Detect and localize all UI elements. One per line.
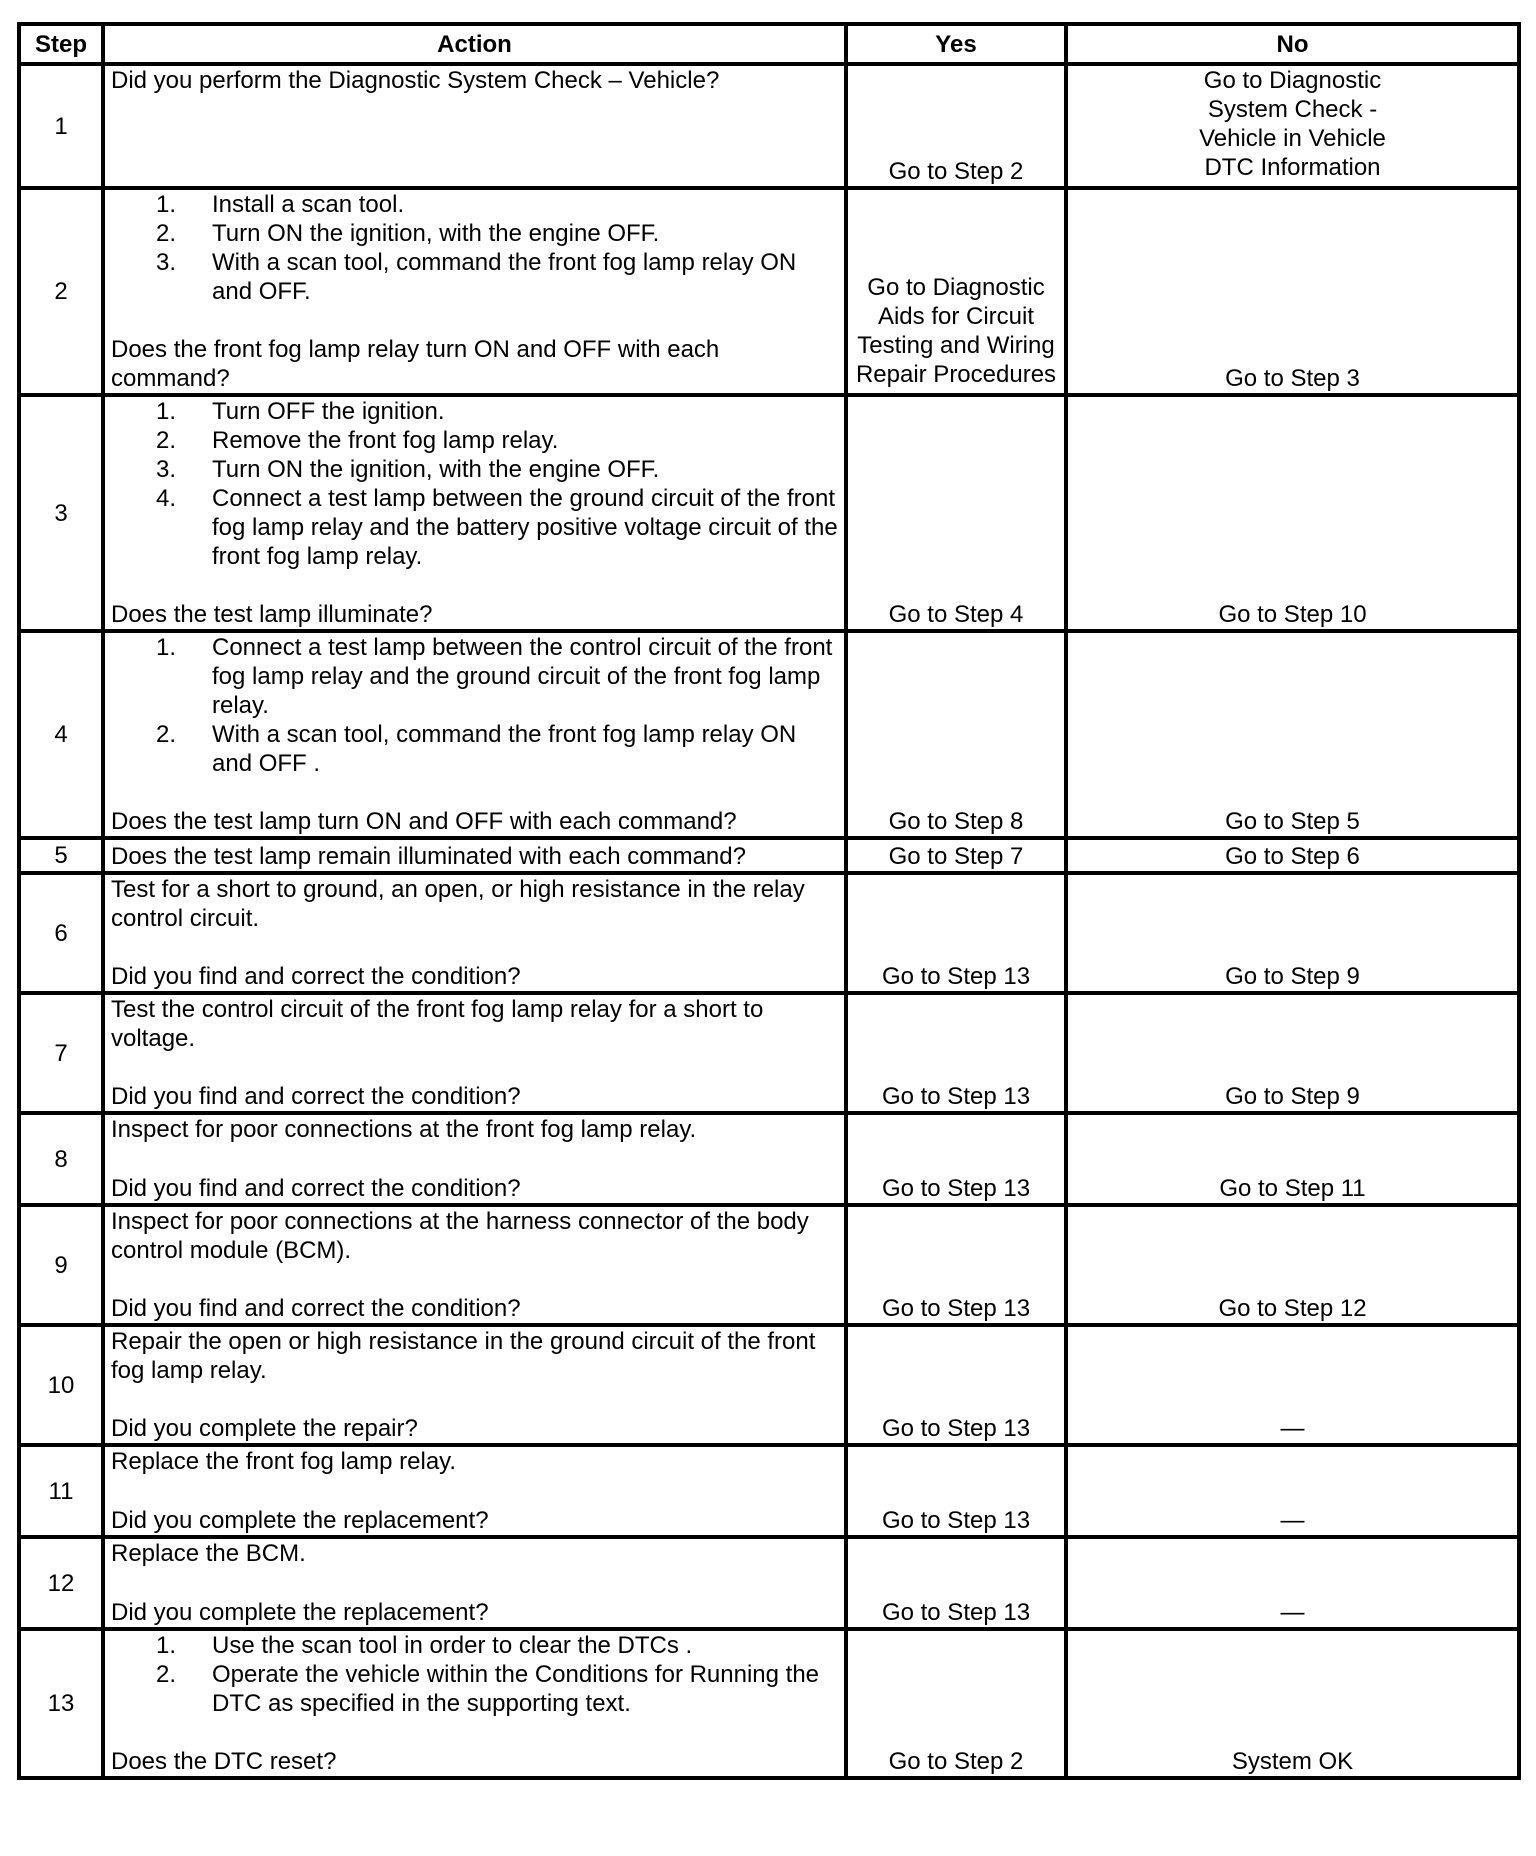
list-item-number: 1. — [156, 634, 177, 661]
yes-result: Go to Step 13 — [846, 1325, 1066, 1445]
list-item-number: 1. — [156, 398, 177, 425]
no-result: — — [1066, 1325, 1519, 1445]
action-content — [111, 1539, 838, 1627]
action-cell — [103, 1629, 846, 1778]
action-question: Did you complete the replacement? — [111, 1599, 489, 1626]
no-result: Go to Step 9 — [1066, 993, 1519, 1113]
list-item — [156, 397, 838, 426]
action-cell — [103, 838, 846, 873]
action-cell — [103, 64, 846, 188]
action-cell — [103, 1113, 846, 1205]
action-content — [111, 633, 838, 836]
table-row — [19, 1205, 1519, 1325]
action-cell — [103, 1537, 846, 1629]
step-number: 9 — [19, 1205, 103, 1325]
action-instructions — [111, 1631, 838, 1718]
action-question: Does the test lamp turn ON and OFF with each command? — [111, 808, 737, 835]
header-row — [19, 24, 1519, 64]
action-lead-text: Inspect for poor connections at the harness connector of the body control module (BCM). — [111, 1208, 809, 1264]
list-item — [156, 484, 838, 571]
list-item-text: Connect a test lamp between the ground circuit of the front fog lamp relay and the battery positive voltage circuit of the front fog lamp relay. — [212, 485, 838, 570]
action-question: Did you complete the replacement? — [111, 1507, 489, 1534]
action-cell — [103, 873, 846, 993]
list-item-number: 2. — [156, 721, 177, 748]
list-item-number: 2. — [156, 1661, 177, 1688]
action-question: Did you find and correct the condition? — [111, 1295, 521, 1322]
list-item-text: Turn ON the ignition, with the engine OFF. — [212, 220, 660, 247]
action-lead-text: Replace the front fog lamp relay. — [111, 1448, 457, 1475]
table-row — [19, 1445, 1519, 1537]
list-item — [156, 720, 838, 778]
action-content — [111, 840, 838, 871]
action-content — [111, 1115, 838, 1203]
step-number: 13 — [19, 1629, 103, 1778]
list-item-text: Connect a test lamp between the control circuit of the front fog lamp relay and the ground circuit of the front fog lamp relay. — [212, 634, 833, 719]
action-instructions — [111, 1447, 838, 1476]
step-number: 1 — [19, 64, 103, 188]
action-content — [111, 1207, 838, 1323]
yes-result: Go to Step 7 — [846, 838, 1066, 873]
spacer — [111, 1568, 838, 1598]
list-item — [156, 190, 838, 219]
action-cell — [103, 1325, 846, 1445]
action-instructions — [111, 995, 838, 1053]
no-result: Go to Step 3 — [1066, 188, 1519, 395]
action-instructions — [111, 190, 838, 306]
spacer — [111, 306, 838, 335]
action-question: Does the DTC reset? — [111, 1748, 337, 1775]
action-steps-list — [111, 633, 838, 778]
action-question: Does the test lamp illuminate? — [111, 601, 433, 628]
step-number: 3 — [19, 395, 103, 631]
action-content — [111, 397, 838, 629]
table-row — [19, 838, 1519, 873]
no-result: Go to Step 11 — [1066, 1113, 1519, 1205]
step-number: 12 — [19, 1537, 103, 1629]
yes-result: Go to Step 13 — [846, 1537, 1066, 1629]
step-number: 6 — [19, 873, 103, 993]
yes-result: Go to Step 4 — [846, 395, 1066, 631]
action-content — [111, 1447, 838, 1535]
action-lead-text: Inspect for poor connections at the front fog lamp relay. — [111, 1116, 697, 1143]
action-cell — [103, 631, 846, 838]
spacer — [111, 1265, 838, 1294]
action-instructions — [111, 1539, 838, 1568]
action-steps-list — [111, 397, 838, 571]
step-number: 11 — [19, 1445, 103, 1537]
action-instructions — [111, 397, 838, 571]
action-lead-text: Replace the BCM. — [111, 1540, 306, 1567]
action-cell — [103, 1205, 846, 1325]
spacer — [111, 1053, 838, 1082]
step-number: 2 — [19, 188, 103, 395]
list-item-text: Install a scan tool. — [212, 191, 405, 218]
no-result: — — [1066, 1445, 1519, 1537]
list-item-text: Remove the front fog lamp relay. — [212, 427, 559, 454]
action-lead-text: Test the control circuit of the front fog lamp relay for a short to voltage. — [111, 996, 764, 1052]
header-yes: Yes — [846, 24, 1066, 64]
spacer — [111, 933, 838, 962]
table-row — [19, 395, 1519, 631]
no-result: System OK — [1066, 1629, 1519, 1778]
action-content — [111, 995, 838, 1111]
action-instructions — [111, 1327, 838, 1385]
yes-result: Go to Step 13 — [846, 1205, 1066, 1325]
yes-result: Go to Diagnostic Aids for Circuit Testing and Wiring Repair Procedures — [846, 188, 1066, 395]
step-number: 10 — [19, 1325, 103, 1445]
yes-result: Go to Step 13 — [846, 1113, 1066, 1205]
step-number: 7 — [19, 993, 103, 1113]
list-item-number: 2. — [156, 220, 177, 247]
spacer — [111, 1144, 838, 1174]
spacer — [111, 571, 838, 600]
spacer — [111, 778, 838, 807]
list-item-text: Use the scan tool in order to clear the DTCs . — [212, 1632, 693, 1659]
table-row — [19, 631, 1519, 838]
action-content — [111, 190, 838, 393]
action-question: Did you find and correct the condition? — [111, 1083, 521, 1110]
table-row — [19, 993, 1519, 1113]
list-item — [156, 219, 838, 248]
yes-result: Go to Step 13 — [846, 993, 1066, 1113]
yes-result: Go to Step 2 — [846, 1629, 1066, 1778]
action-instructions — [111, 1207, 838, 1265]
action-content — [111, 875, 838, 991]
no-result: Go to Step 6 — [1066, 838, 1519, 873]
table-row — [19, 64, 1519, 188]
action-lead-text: Repair the open or high resistance in the ground circuit of the front fog lamp relay. — [111, 1328, 816, 1384]
spacer — [111, 1385, 838, 1414]
list-item-text: With a scan tool, command the front fog lamp relay ON and OFF . — [212, 721, 797, 777]
action-instructions — [111, 633, 838, 778]
action-content — [111, 1327, 838, 1443]
list-item — [156, 426, 838, 455]
action-question: Does the front fog lamp relay turn ON and OFF with each command? — [111, 336, 720, 392]
yes-result: Go to Step 2 — [846, 64, 1066, 188]
list-item-text: Turn ON the ignition, with the engine OFF. — [212, 456, 660, 483]
header-no: No — [1066, 24, 1519, 64]
table-row — [19, 1537, 1519, 1629]
header-action: Action — [103, 24, 846, 64]
list-item — [156, 1631, 838, 1660]
diagnostic-table — [17, 22, 1521, 1780]
action-instructions — [111, 1115, 838, 1144]
action-question: Does the test lamp remain illuminated with each command? — [111, 843, 746, 870]
action-lead-text: Test for a short to ground, an open, or high resistance in the relay control circuit. — [111, 876, 805, 932]
yes-result: Go to Step 13 — [846, 873, 1066, 993]
list-item — [156, 633, 838, 720]
list-item-text: Turn OFF the ignition. — [212, 398, 445, 425]
spacer — [111, 1718, 838, 1747]
table-row — [19, 188, 1519, 395]
action-cell — [103, 188, 846, 395]
list-item — [156, 455, 838, 484]
list-item-text: With a scan tool, command the front fog lamp relay ON and OFF. — [212, 249, 797, 305]
action-question: Did you find and correct the condition? — [111, 1175, 521, 1202]
spacer — [111, 1476, 838, 1506]
list-item-number: 2. — [156, 427, 177, 454]
no-result: Go to Step 10 — [1066, 395, 1519, 631]
action-lead-text: Did you perform the Diagnostic System Check – Vehicle? — [111, 67, 720, 94]
no-result: — — [1066, 1537, 1519, 1629]
table-row — [19, 1325, 1519, 1445]
table-row — [19, 873, 1519, 993]
table-row — [19, 1113, 1519, 1205]
action-instructions — [111, 66, 838, 95]
no-result: Go to Diagnostic System Check - Vehicle in Vehicle DTC Information — [1066, 64, 1519, 188]
action-steps-list — [111, 1631, 838, 1718]
action-steps-list — [111, 190, 838, 306]
action-question: Did you find and correct the condition? — [111, 963, 521, 990]
no-result: Go to Step 5 — [1066, 631, 1519, 838]
step-number: 4 — [19, 631, 103, 838]
table-row — [19, 1629, 1519, 1778]
step-number: 8 — [19, 1113, 103, 1205]
step-number: 5 — [19, 838, 103, 873]
action-content — [111, 1631, 838, 1776]
list-item-number: 4. — [156, 485, 177, 512]
action-content — [111, 66, 838, 186]
no-result: Go to Step 9 — [1066, 873, 1519, 993]
action-instructions — [111, 875, 838, 933]
list-item-text: Operate the vehicle within the Conditions for Running the DTC as specified in the supporting text. — [212, 1661, 820, 1717]
list-item — [156, 248, 838, 306]
action-cell — [103, 395, 846, 631]
yes-result: Go to Step 8 — [846, 631, 1066, 838]
list-item-number: 1. — [156, 1632, 177, 1659]
list-item — [156, 1660, 838, 1718]
action-cell — [103, 1445, 846, 1537]
list-item-number: 3. — [156, 456, 177, 483]
list-item-number: 1. — [156, 191, 177, 218]
header-step: Step — [19, 24, 103, 64]
action-question: Did you complete the repair? — [111, 1415, 418, 1442]
no-result: Go to Step 12 — [1066, 1205, 1519, 1325]
yes-result: Go to Step 13 — [846, 1445, 1066, 1537]
action-cell — [103, 993, 846, 1113]
list-item-number: 3. — [156, 249, 177, 276]
